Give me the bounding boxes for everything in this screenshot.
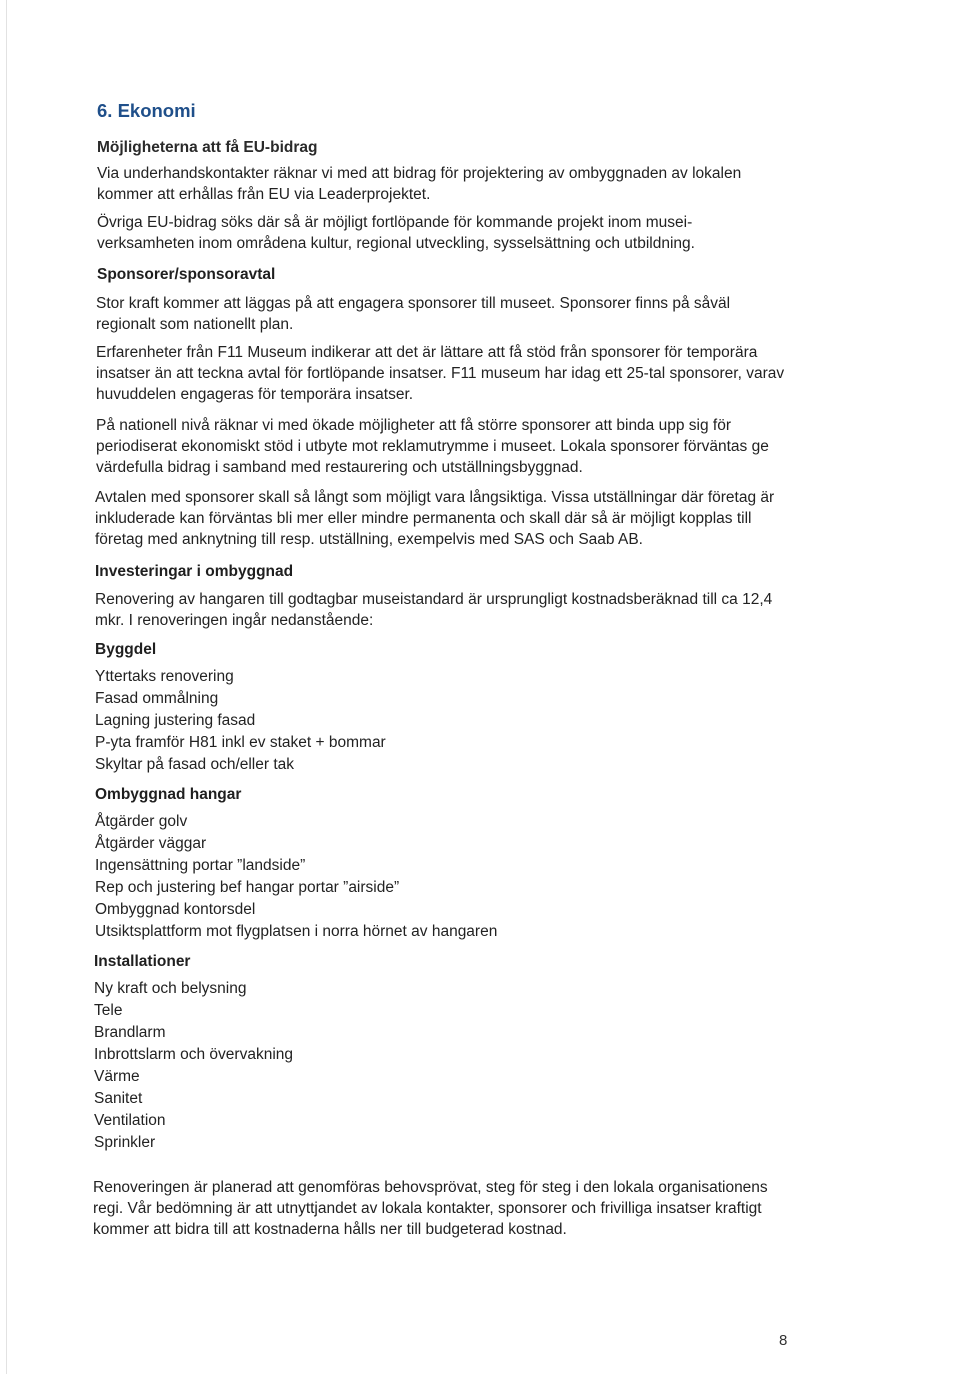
closing-paragraph: Renoveringen är planerad att genomföras behovsprövat, steg för steg i den lokala organisationens regi. Vår bedömning är att utnyttjandet av lokala kontakter, sponsorer och frivilliga insatser kraftigt kommer att bidra till att kostnaderna hålls ner till budgeterad kostnad. [93, 1179, 768, 1238]
list-item: Brandlarm [94, 1024, 166, 1041]
list-item: Ny kraft och belysning [94, 980, 247, 997]
byggdel-heading: Byggdel [95, 641, 157, 658]
list-item: Åtgärder golv [95, 813, 188, 830]
page-number: 8 [779, 1332, 788, 1349]
list-item: Sanitet [94, 1090, 143, 1107]
eu-paragraph-1: Via underhandskontakter räknar vi med att bidrag för projektering av ombyggnaden av lokalen kommer att erhållas från EU via Leaderprojektet. [97, 165, 742, 203]
sponsor-paragraph-3: På nationell nivå räknar vi med ökade möjligheter att få större sponsorer att binda upp sig för periodiserat ekonomiskt stöd i utbyte mot reklamutrymme i museet. Lokala sponsorer förväntas ge värdefulla bidrag i samband med restaurering och utställningsbyggnad. [96, 417, 769, 476]
list-item: Ombyggnad kontorsdel [95, 901, 256, 918]
section-title: 6. Ekonomi [97, 100, 196, 121]
list-item: Ingensättning portar ”landside” [95, 857, 306, 874]
list-item: P-yta framför H81 inkl ev staket + bommar [95, 734, 386, 751]
eu-paragraph-2: Övriga EU-bidrag söks där så är möjligt fortlöpande för kommande projekt inom musei-verksamheten inom områdena kultur, regional utveckling, sysselsättning och utbildning. [97, 214, 695, 252]
eu-heading: Möjligheterna att få EU-bidrag [97, 139, 318, 156]
installationer-heading: Installationer [94, 953, 191, 970]
sponsor-paragraph-4: Avtalen med sponsorer skall så långt som möjligt vara långsiktiga. Vissa utställningar där företag är inkluderade kan förväntas bli mer eller mindre permanenta och skall där så är möjligt kopplas till företag med anknytning till resp. utställning, exempelvis med SAS och Saab AB. [95, 489, 775, 548]
page-edge [6, 0, 7, 1374]
list-item: Utsiktsplattform mot flygplatsen i norra hörnet av hangaren [95, 923, 498, 940]
list-item: Åtgärder väggar [95, 835, 207, 852]
sponsor-heading: Sponsorer/sponsoravtal [97, 266, 276, 283]
list-item: Lagning justering fasad [95, 712, 256, 729]
sponsor-paragraph-1: Stor kraft kommer att läggas på att engagera sponsorer till museet. Sponsorer finns på såväl regionalt som nationellt plan. [96, 295, 731, 333]
list-item: Sprinkler [94, 1134, 156, 1151]
sponsor-paragraph-2: Erfarenheter från F11 Museum indikerar att det är lättare att få stöd från sponsorer för temporära insatser än att teckna avtal för fortlöpande insatser. F11 museum har idag ett 25-tal sponsorer, varav huvuddelen engageras för temporära insatser. [96, 344, 785, 403]
investment-heading: Investeringar i ombyggnad [95, 563, 294, 580]
ombyggnad-heading: Ombyggnad hangar [95, 786, 242, 803]
list-item: Yttertaks renovering [95, 668, 234, 685]
byggdel-list [95, 666, 386, 776]
list-item: Inbrottslarm och övervakning [94, 1046, 294, 1063]
list-item: Skyltar på fasad och/eller tak [95, 756, 295, 773]
ombyggnad-list [95, 811, 497, 943]
list-item: Fasad ommålning [95, 690, 219, 707]
investment-paragraph: Renovering av hangaren till godtagbar museistandard är ursprungligt kostnadsberäknad till ca 12,4 mkr. I renoveringen ingår nedanstående: [95, 591, 773, 629]
list-item: Ventilation [94, 1112, 166, 1129]
list-item: Tele [94, 1002, 123, 1019]
list-item: Värme [94, 1068, 140, 1085]
installationer-list [94, 978, 293, 1154]
list-item: Rep och justering bef hangar portar ”airside” [95, 879, 400, 896]
